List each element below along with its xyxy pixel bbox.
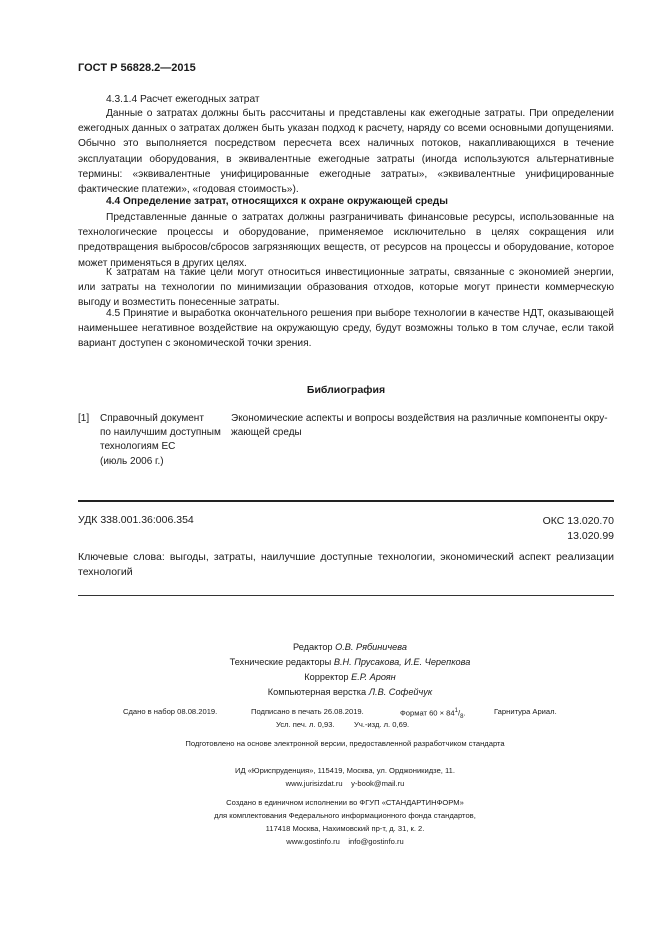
bibliography-entry-source: [100, 412, 230, 469]
keywords: Ключевые слова: выгоды, затраты, наилучшие доступные технологии, экономический аспект реализации технологий: [78, 551, 614, 579]
creator-site-link[interactable]: www.gostinfo.ru: [286, 837, 340, 846]
print-format-prefix: Формат 60 × 84: [400, 708, 455, 718]
bibliography-source-line: Справочный документ: [100, 413, 204, 424]
thick-rule: [78, 500, 614, 502]
creator-block: [120, 796, 570, 848]
credit-layout: [150, 685, 550, 700]
credit-name: О.В. Рябиничева: [335, 642, 407, 652]
publisher-email-link[interactable]: y-book@mail.ru: [351, 779, 405, 788]
credit-tech-editors: [150, 655, 550, 670]
section-4-3-1-4-heading: 4.3.1.4 Расчет ежегодных затрат: [106, 94, 260, 105]
credit-name: В.Н. Прусакова, И.Е. Черепкова: [333, 657, 471, 667]
credit-corrector: [150, 670, 550, 685]
print-prepared: Подготовлено на основе электронной версии, предоставленной разработчиком стандарта: [185, 739, 505, 748]
credit-label: Редактор: [292, 642, 333, 652]
credit-name: Л.В. Софейчук: [368, 687, 433, 697]
creator-line-2: для комплектования Федерального информационного фонда стандартов,: [214, 811, 476, 820]
section-4-5-text: 4.5 Принятие и выработка окончательного решения при выборе технологии в качестве НДТ, оказывающей наименьшее негативное воздействие на окружающую среду, будут возможны только в том случае, если такой вариант доступен с экономической точки зрения.: [78, 308, 614, 350]
creator-contacts: [120, 835, 570, 848]
bibliography-source-line: технологиям ЕС: [100, 441, 176, 453]
bibliography-source-line: (июль 2006 г.): [100, 455, 164, 467]
section-4-4-paragraph-1: Представленные данные о затратах должны разграничивать финансовые ресурсы, использованные на технологические процессы и оборудование, применяемое исключительно в целях сокращения или предотвращения выбросов/сбросов загрязняющих веществ, от ресурсов на процессы и оборудование, которое может применяться в других целях.: [78, 212, 614, 269]
publisher-block: [120, 764, 570, 790]
creator-line-1: Создано в единичном исполнении во ФГУП «СТАНДАРТИНФОРМ»: [226, 798, 464, 807]
bibliography-description-line: жающей среды: [231, 427, 302, 439]
oks-code-2: 13.020.99: [567, 530, 614, 542]
creator-line-3: 117418 Москва, Нахимовский пр-т, д. 31, к. 2.: [265, 824, 425, 833]
publisher-contacts: [120, 777, 570, 790]
print-format-sup: 1: [454, 708, 458, 714]
bibliography-source-line: по наилучшим доступным: [100, 427, 221, 439]
publisher-site-link[interactable]: www.jurisizdat.ru: [285, 779, 343, 788]
document-header: ГОСТ Р 56828.2—2015: [78, 62, 196, 74]
publisher-address: ИД «Юриспруденция», 115419, Москва, ул. Орджоникидзе, 11.: [234, 766, 456, 775]
udk-code: УДК 338.001.36:006.354: [78, 514, 194, 526]
oks-code-1: ОКС 13.020.70: [542, 515, 614, 527]
bibliography-entry-description: [231, 412, 616, 440]
section-4-3-1-4-text: Данные о затратах должны быть рассчитаны и представлены как ежегодные затраты. При определении ежегодных данных о затратах должен быть указан подход к расчету, наряду со всеми основными допущениями. Обычно это выполняется посредством пересчета всех наличных потоков, накапливающихся в течение эксплуатации оборудования, в эквивалентные ежегодные затраты (иногда используются альтернативные термины: «эквивалентные унифицированные ежегодные затраты», «эквивалентные унифицированные фактические платежи», «годовая стоимость»).: [78, 108, 614, 196]
print-format: Формат $60 \times 84^1/_8$.: [400, 708, 466, 721]
bibliography-title: Библиография: [306, 384, 386, 396]
bibliography-description-line: Экономические аспекты и вопросы воздействия на различные компоненты окру-: [231, 413, 608, 424]
print-signed: Подписано в печать 26.08.2019.: [251, 707, 364, 716]
credit-label: Корректор: [304, 672, 349, 682]
creator-email-link[interactable]: info@gostinfo.ru: [348, 837, 404, 846]
section-4-4-paragraph-2: К затратам на такие цели могут относиться инвестиционные затраты, связанные с экономией энергии, или затраты на технологии по минимизации образования отходов, которые могут принести коммерческую выгоду и возместить понесенные затраты.: [78, 267, 614, 309]
print-submitted: Сдано в набор 08.08.2019.: [123, 707, 218, 716]
credit-label: Технические редакторы: [229, 657, 332, 667]
credit-name: Е.Р. Ароян: [351, 672, 396, 682]
credits-block: [150, 640, 550, 700]
print-usl: Усл. печ. л. 0,93.: [276, 720, 335, 729]
print-uch: Уч.-изд. л. 0,69.: [354, 720, 410, 729]
print-format-sub: 8: [460, 714, 464, 721]
bibliography-entry-number: [1]: [78, 413, 90, 424]
credit-editor: [150, 640, 550, 655]
credit-label: Компьютерная верстка: [267, 687, 367, 697]
oks-codes: [500, 514, 614, 544]
thin-rule: [78, 595, 614, 596]
section-4-4-heading: 4.4 Определение затрат, относящихся к охране окружающей среды: [106, 196, 448, 207]
print-typeface: Гарнитура Ариал.: [494, 707, 557, 716]
